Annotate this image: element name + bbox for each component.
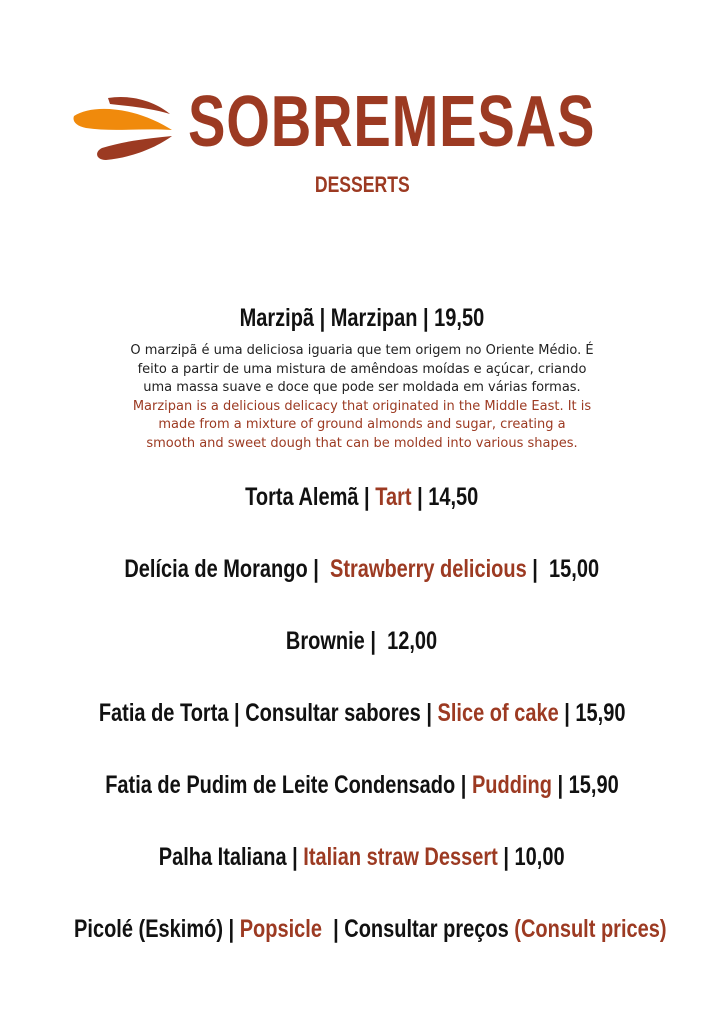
- item-name-pt: Palha Italiana: [159, 843, 287, 871]
- description-en-line: Marzipan is a delicious delicacy that originated in the Middle East. It is: [132, 398, 592, 414]
- item-name-pt: Picolé (Eskimó): [74, 915, 223, 943]
- item-name-en: Strawberry delicious: [330, 555, 528, 583]
- menu-item-pudding: Fatia de Pudim de Leite Condensado | Pudding | 15,90: [105, 771, 619, 799]
- menu-item-marzipan: Marzipã | Marzipan | 19,50 O marzipã é uma deliciosa iguaria que tem origem no Oriente Médio. É feito a partir de uma mistura de amêndoas moídas e açúcar, criando uma massa suave e doce que pode ser moldada em várias formas. Marzipan is a delicious delicacy that originated in the Middle East. It is made from a mixture of ground almonds and sugar, creating a smooth and sweet dough that can be molded into various shapes.: [0, 300, 724, 453]
- menu-item-strawberry: Delícia de Morango | Strawberry delicious | 15,00: [124, 555, 600, 583]
- menu-item-brownie: Brownie | 12,00: [286, 627, 438, 655]
- item-price: 15,00: [549, 555, 600, 583]
- item-price: 10,00: [514, 843, 565, 871]
- item-name-pt: Fatia de Torta: [98, 699, 229, 727]
- item-price: 19,50: [434, 304, 485, 332]
- item-price: 15,90: [568, 771, 619, 799]
- item-name-pt: Fatia de Pudim de Leite Condensado: [105, 771, 456, 799]
- item-price-en: (Consult prices): [514, 915, 667, 943]
- item-name-en: Slice of cake: [437, 699, 559, 727]
- item-note: Consultar sabores: [245, 699, 421, 727]
- page-title: SOBREMESAS: [188, 82, 596, 162]
- item-name-en: Italian straw Dessert: [303, 843, 499, 871]
- menu-item-tart: Torta Alemã | Tart | 14,50: [245, 483, 479, 511]
- description-en-line: made from a mixture of ground almonds and sugar, creating a: [158, 417, 566, 432]
- menu-header: [0, 80, 724, 200]
- description-pt-line: uma massa suave e doce que pode ser moldada em várias formas.: [143, 380, 581, 395]
- item-price: 15,90: [575, 699, 626, 727]
- item-name-pt: Torta Alemã: [245, 483, 359, 511]
- description-pt-line: O marzipã é uma deliciosa iguaria que tem origem no Oriente Médio. É: [130, 343, 594, 358]
- item-description: [0, 342, 724, 453]
- menu-item-slice-of-cake: Fatia de Torta | Consultar sabores | Slice of cake | 15,90: [98, 699, 626, 727]
- item-name-en: Pudding: [471, 771, 552, 799]
- item-name-pt: Delícia de Morango: [124, 555, 309, 583]
- description-en-line: smooth and sweet dough that can be molded into various shapes.: [146, 435, 578, 451]
- item-name-en: Tart: [375, 483, 412, 511]
- item-price: Consultar preços: [344, 915, 509, 943]
- dessert-menu: [0, 300, 724, 947]
- item-price: 14,50: [428, 483, 479, 511]
- item-name-pt: Marzipã: [239, 304, 315, 332]
- item-name-pt: Brownie: [286, 627, 366, 655]
- brush-stroke-logo-icon: [72, 88, 182, 168]
- item-name-en: Popsicle: [239, 915, 322, 943]
- page-subtitle: DESSERTS: [314, 172, 410, 197]
- menu-item-italian-straw: Palha Italiana | Italian straw Dessert | 10,00: [159, 843, 565, 871]
- description-pt-line: feito a partir de uma mistura de amêndoas moídas e açúcar, criando: [137, 361, 587, 377]
- item-price: 12,00: [387, 627, 438, 655]
- item-name-en: Marzipan: [330, 304, 418, 332]
- menu-item-popsicle: Picolé (Eskimó) | Popsicle | Consultar preços (Consult prices): [74, 915, 667, 943]
